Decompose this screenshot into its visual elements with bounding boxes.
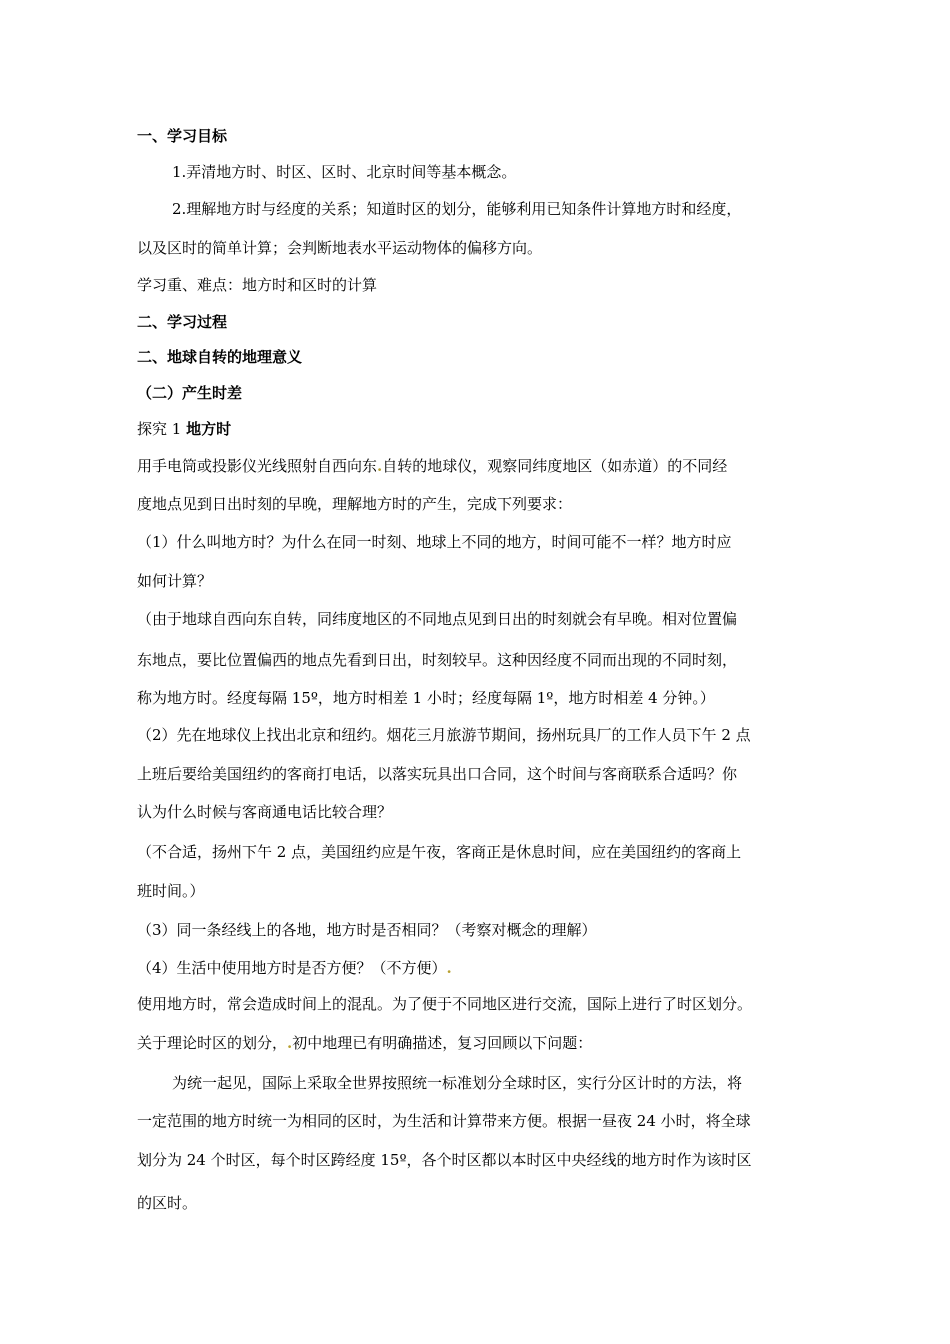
- question-1-line-2: 如何计算？: [137, 572, 213, 590]
- heading-goals: 一、学习目标: [137, 127, 228, 145]
- goal-1: 1.弄清地方时、时区、区时、北京时间等基本概念。: [172, 163, 517, 181]
- mark-dot: .: [287, 1034, 293, 1052]
- answer-2-line-2: 班时间。）: [137, 882, 205, 900]
- para-1-line-2: 度地点见到日出时刻的早晚，理解地方时的产生，完成下列要求：: [137, 495, 573, 513]
- explore-prefix: 探究 1: [137, 420, 187, 438]
- para-3-line-2: 一定范围的地方时统一为相同的区时，为生活和计算带来方便。根据一昼夜 24 小时，将全球: [137, 1112, 751, 1130]
- para-2-part-2: 初中地理已有明确描述，复习回顾以下问题：: [292, 1034, 593, 1052]
- goal-2-line-1: 2.理解地方时与经度的关系；知道时区的划分，能够利用已知条件计算地方时和经度，: [172, 200, 742, 218]
- mark-dot: .: [446, 959, 452, 977]
- heading-time-difference: （二）产生时差: [137, 384, 243, 402]
- answer-1-line-2: 东地点，要比位置偏西的地点先看到日出，时刻较早。这种因经度不同而出现的不同时刻，: [137, 651, 738, 669]
- para-1-part-2: 自转的地球仪，观察同纬度地区（如赤道）的不同经: [382, 457, 728, 475]
- para-2-line-2: [137, 1033, 592, 1053]
- heading-process: 二、学习过程: [137, 313, 228, 331]
- explore-1: [137, 419, 231, 439]
- question-4-text: （4）生活中使用地方时是否方便？（不方便）: [137, 959, 447, 977]
- question-3: （3）同一条经线上的各地，地方时是否相同？（考察对概念的理解）: [137, 921, 597, 939]
- para-3-line-4: 的区时。: [137, 1194, 198, 1212]
- para-3-line-3: 划分为 24 个时区，每个时区跨经度 15º，各个时区都以本时区中央经线的地方时作为该时区: [137, 1151, 752, 1169]
- answer-1-line-1: （由于地球自西向东自转，同纬度地区的不同地点见到日出的时刻就会有早晚。相对位置偏: [137, 610, 738, 628]
- para-1-line-1: [137, 456, 727, 476]
- heading-rotation: 二、地球自转的地理意义: [137, 348, 303, 366]
- explore-title: 地方时: [186, 420, 232, 438]
- goal-2-line-2: 以及区时的简单计算；会判断地表水平运动物体的偏移方向。: [137, 239, 543, 257]
- question-2-line-1: （2）先在地球仪上找出北京和纽约。烟花三月旅游节期间，扬州玩具厂的工作人员下午 2 点: [137, 726, 751, 744]
- answer-1-line-3: 称为地方时。经度每隔 15º，地方时相差 1 小时；经度每隔 1º，地方时相差 4 分钟。）: [137, 689, 715, 707]
- question-2-line-2: 上班后要给美国纽约的客商打电话，以落实玩具出口合同，这个时间与客商联系合适吗？你: [137, 765, 738, 783]
- para-3-line-1: 为统一起见，国际上采取全世界按照统一标准划分全球时区，实行分区计时的方法，将: [172, 1074, 743, 1092]
- key-points: 学习重、难点：地方时和区时的计算: [137, 276, 378, 294]
- question-4: [137, 958, 452, 978]
- question-2-line-3: 认为什么时候与客商通电话比较合理？: [137, 803, 393, 821]
- mark-dot: .: [377, 457, 383, 475]
- para-2-line-1: 使用地方时，常会造成时间上的混乱。为了便于不同地区进行交流，国际上进行了时区划分。: [137, 995, 753, 1013]
- question-1-line-1: （1）什么叫地方时？为什么在同一时刻、地球上不同的地方，时间可能不一样？地方时应: [137, 533, 732, 551]
- para-2-part-1: 关于理论时区的划分，: [137, 1034, 288, 1052]
- para-1-part-1: 用手电筒或投影仪光线照射自西向东: [137, 457, 378, 475]
- answer-2-line-1: （不合适，扬州下午 2 点，美国纽约应是午夜，客商正是休息时间，应在美国纽约的客商上: [137, 843, 742, 861]
